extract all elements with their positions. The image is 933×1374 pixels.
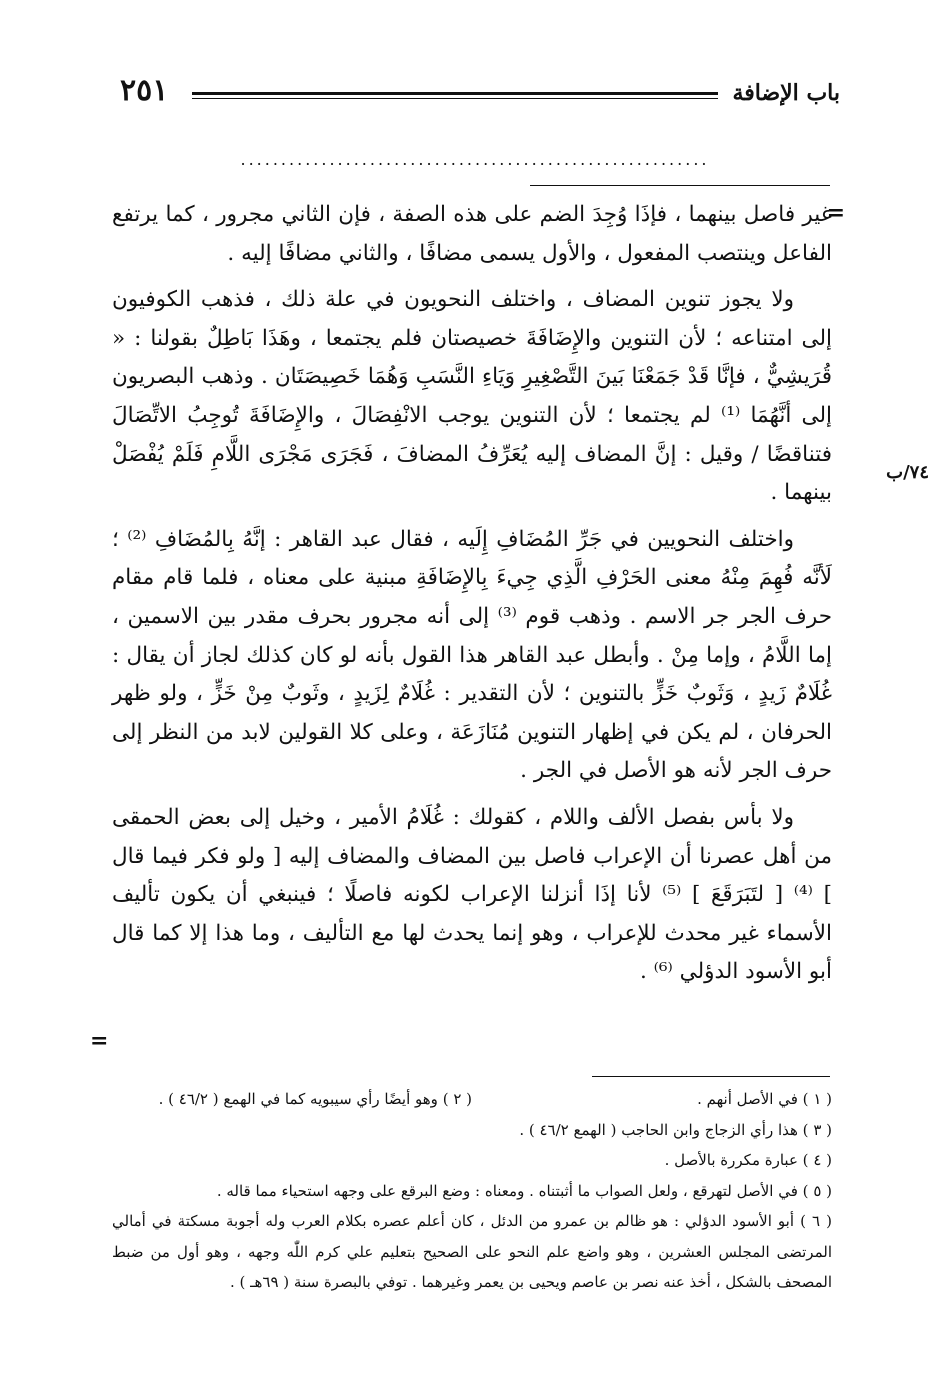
manuscript-folio-note: ٧٤/ب	[886, 462, 929, 483]
footnote-5: ( ٥ ) في الأصل لتهرقع ، ولعل الصواب ما أثبتناه . ومعناه : وضع البرقع على وجهه استحياء مما قاله .	[216, 1181, 832, 1200]
dotted-separator: ..........................................................	[240, 150, 710, 169]
footnote-rule	[592, 1076, 830, 1077]
paragraph-3: واختلف النحويين في جَرِّ المُضَافِ إِلَيه ، فقال عبد القاهر : إنَّهُ بِالمُضَافِ ⁽²⁾ ؛ لَأنَّه فُهِمَ مِنْهُ معنى الحَرْفِ الَّذِي جِيءَ بِالإِضَافَةِ مبنية على معناه ، فلما قام مقام حرف الجر جر الاسم . وذهب قوم ⁽³⁾ إلى أنه مجرور بحرف مقدر بين الاسمين ، إما اللَّامُ ، وإما مِنْ . وأبطل عبد القاهر هذا القول بأنه لو كان كذلك لجاز أن يقال : غُلَامٌ زَيدٍ ، وَثَوبٌ خَزٍّ بالتنوين ؛ لأن التقدير : غُلَامٌ لِزَيدٍ ، وثَوبٌ مِنْ خَزٍّ ، ولو ظهر الحرفان ، لم يكن في إظهار التنوين مُنَازَعَة ، وعلى كلا القولين لابد من النظر إلى حرف الجر لأنه هو الأصل في الجر .	[112, 526, 832, 784]
page-header	[120, 72, 840, 112]
continuation-marker-top: =	[826, 200, 845, 226]
paragraph-4: ولا بأس بفصل الألف واللام ، كقولك : غُلَامُ الأمير ، وخيل إلى بعض الحمقى من أهل عصرنا أن الإعراب فاصل بين المضاف والمضاف إليه [ ولو فكر فيما قال ] ⁽⁴⁾ [ لتَبَرَقَعَ ] ⁽⁵⁾ لأنا إذَا أنزلنا الإعراب لكونه فاصلًا ؛ فينبغي أن يكون تأليف الأسماء غير محدث للإعراب ، وهو إنما يحدث لها مع التأليف ، وما هذا إلا كما قال أبو الأسود الدؤلي ⁽⁶⁾ .	[112, 804, 832, 985]
paragraph-2: ولا يجوز تنوين المضاف ، واختلف النحويون في علة ذلك ، فذهب الكوفيون إلى امتناعه ؛ لأن التنوين والإِضَافَةَ خصيصتان فلم يجتمعا ، وهَذَا بَاطِلٌ بقولنا : « قُرَيشِيٌّ ، فإنَّا قَدْ جَمَعْنَا بَينَ التَّصْغِيرِ وَيَاءِ النَّسَبِ وَهُمَا خَصِيصَتَان . وذهب البصريون إلى أنَّهُمَا ⁽¹⁾ لم يجتمعا ؛ لأن التنوين يوجب الانْفِصَالَ ، والإِضَافَةَ تُوجِبُ الاتِّصَالَ فتناقضًا / وقيل : إنَّ المضاف إليه يُعَرِّفُ المضافَ ، فَجَرَى مَجْرَى اللَّامِ فَلَمْ يُفْصَلْ بينهما .	[112, 287, 832, 506]
footnote-3: ( ٣ ) هذا رأي الزجاج وابن الحاجب ( الهمع ٤٦/٢ ) .	[519, 1120, 832, 1139]
continuation-rule	[530, 185, 830, 186]
page-number: ٢٥١	[120, 73, 169, 108]
paragraph-1: غير فاصل بينهما ، فإذَا وُجِدَ الضم على هذه الصفة ، فإن الثاني مجرور ، كما يرتفع الفاعل وينتصب المفعول ، والأول يسمى مضافًا ، والثاني مضافًا إليه .	[112, 202, 832, 266]
footnote-1: ( ١ ) في الأصل أنهم .	[697, 1090, 832, 1108]
footnote-2: ( ٢ ) وهو أيضًا رأي سيبويه كما في الهمع ( ٤٦/٢ ) .	[158, 1090, 472, 1108]
continuation-marker-bottom: =	[90, 1028, 109, 1054]
footnote-6: ( ٦ ) أبو الأسود الدؤلي : هو ظالم بن عمرو من الدئل ، كان أعلم عصره بكلام العرب وله أجوبة مسكتة في أمالي المرتضى المجلس العشرين ، وهو واضع علم النحو على الصحيح بتعليم علي كرم اللّٰه وجهه ، وهو أول من ضبط المصحف بالشكل ، أخذ عنه نصر بن عاصم ويحيى بن يعمر وغيرهما . توفي بالبصرة سنة ( ٦٩هـ ) .	[112, 1212, 832, 1291]
chapter-title: باب الإضافة	[732, 80, 840, 106]
main-text	[112, 196, 832, 1000]
footnotes	[112, 1084, 832, 1298]
footnote-4: ( ٤ ) عبارة مكررة بالأصل .	[664, 1151, 832, 1169]
footnote-row-1	[112, 1084, 832, 1115]
header-rule	[192, 92, 718, 99]
